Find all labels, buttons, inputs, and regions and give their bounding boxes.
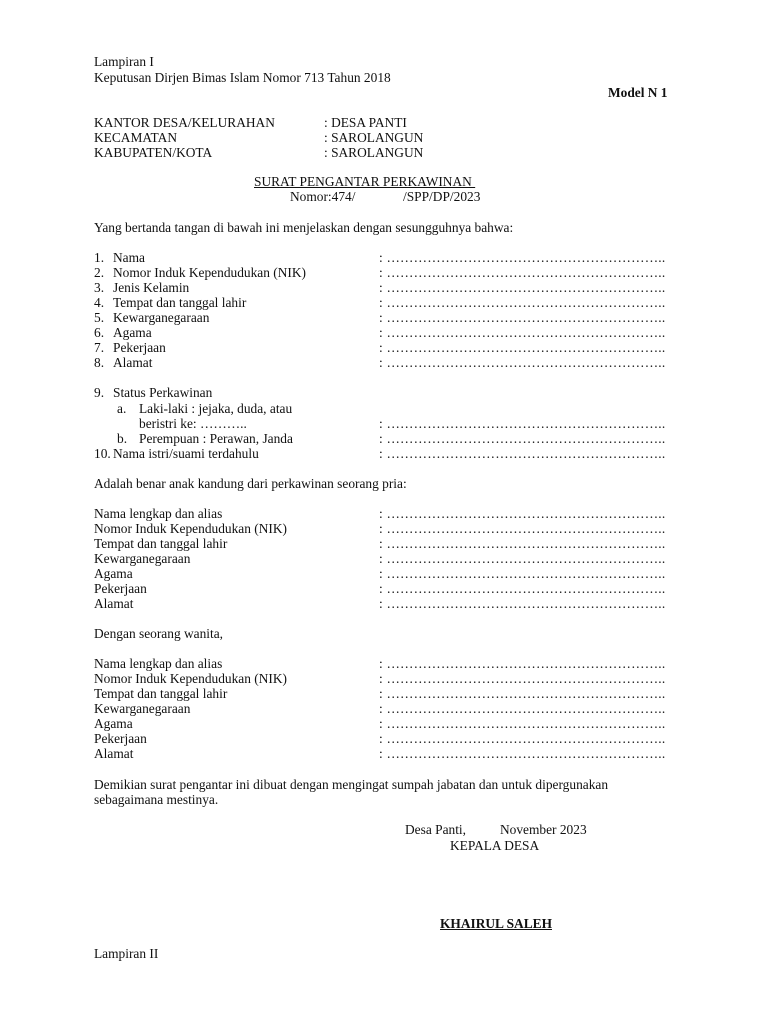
father-label: Alamat [94,596,134,611]
item-label: Tempat dan tanggal lahir [113,295,247,310]
dots-line: : …………………………………………………….. [379,731,666,746]
father-row [0,566,768,581]
mother-row [0,731,768,746]
item-number: 2. [94,265,105,280]
signature-place: Desa Panti, [405,822,466,837]
dots-line: : …………………………………………………….. [379,431,666,446]
signature-date: November 2023 [500,822,587,837]
sub-letter: a. [117,401,127,416]
dots-line: : …………………………………………………….. [379,746,666,761]
father-row [0,551,768,566]
father-row [0,536,768,551]
item-label: Nama istri/suami terdahulu [113,446,259,461]
father-label: Agama [94,566,133,581]
dots-line: : …………………………………………………….. [379,671,666,686]
office-label: KABUPATEN/KOTA [94,145,213,160]
father-label: Nomor Induk Kependudukan (NIK) [94,521,288,536]
office-value: : SAROLANGUN [324,145,424,160]
field-row-pekerjaan [0,340,768,355]
status-b-row [0,431,768,446]
status-a-row-2 [0,416,768,431]
field-row-nama [0,250,768,265]
office-value: : SAROLANGUN [324,130,424,145]
field-row-pasangan-terdahulu [0,446,768,461]
father-label: Nama lengkap dan alias [94,506,223,521]
mother-label: Alamat [94,746,134,761]
dots-line: : …………………………………………………….. [379,716,666,731]
dots-line: : …………………………………………………….. [379,581,666,596]
mother-label: Nomor Induk Kependudukan (NIK) [94,671,288,686]
model-label: Model N 1 [608,85,668,100]
signatory-name: KHAIRUL SALEH [440,916,552,931]
dots-line: : …………………………………………………….. [379,686,666,701]
dots-line: : …………………………………………………….. [379,310,666,325]
mother-row [0,671,768,686]
dots-line: : …………………………………………………….. [379,506,666,521]
item-label: Alamat [113,355,153,370]
field-row-agama [0,325,768,340]
office-value: : DESA PANTI [324,115,407,130]
field-row-alamat [0,355,768,370]
sub-label: beristri ke: ……….. [139,416,247,431]
dots-line: : …………………………………………………….. [379,701,666,716]
dots-line: : …………………………………………………….. [379,325,666,340]
item-number: 7. [94,340,105,355]
item-label: Nama [113,250,145,265]
father-row [0,521,768,536]
office-row-kantor [0,115,768,130]
mother-label: Kewarganegaraan [94,701,191,716]
dots-line: : …………………………………………………….. [379,250,666,265]
dots-line: : …………………………………………………….. [379,355,666,370]
mother-row [0,701,768,716]
dots-line: : …………………………………………………….. [379,551,666,566]
mother-row [0,746,768,761]
nomor-suffix: /SPP/DP/2023 [403,189,481,204]
office-row-kecamatan [0,130,768,145]
item-number: 1. [94,250,105,265]
nomor-prefix: Nomor:474/ [290,189,356,204]
item-label: Status Perkawinan [113,385,213,400]
field-row-jenis-kelamin [0,280,768,295]
mother-label: Tempat dan tanggal lahir [94,686,228,701]
item-number: 6. [94,325,105,340]
dots-line: : …………………………………………………….. [379,280,666,295]
mother-intro: Dengan seorang wanita, [94,626,224,641]
dots-line: : …………………………………………………….. [379,566,666,581]
item-label: Jenis Kelamin [113,280,190,295]
father-label: Tempat dan tanggal lahir [94,536,228,551]
father-row [0,581,768,596]
office-label: KANTOR DESA/KELURAHAN [94,115,275,130]
mother-row [0,686,768,701]
lampiran-2-label: Lampiran II [94,946,159,961]
sub-letter: b. [117,431,128,446]
closing-line-2: sebagaimana mestinya. [94,792,219,807]
office-row-kabupaten [0,145,768,160]
dots-line: : …………………………………………………….. [379,295,666,310]
item-number: 10. [94,446,111,461]
mother-label: Agama [94,716,133,731]
dots-line: : …………………………………………………….. [379,656,666,671]
keputusan-label: Keputusan Dirjen Bimas Islam Nomor 713 Tahun 2018 [94,70,391,85]
item-number: 3. [94,280,105,295]
mother-label: Pekerjaan [94,731,147,746]
lampiran-label: Lampiran I [94,54,154,69]
item-number: 8. [94,355,105,370]
father-intro: Adalah benar anak kandung dari perkawinan seorang pria: [94,476,407,491]
item-label: Nomor Induk Kependudukan (NIK) [113,265,307,280]
item-number: 4. [94,295,105,310]
item-label: Kewarganegaraan [113,310,210,325]
father-label: Pekerjaan [94,581,147,596]
item-number: 5. [94,310,105,325]
mother-row [0,716,768,731]
item-label: Agama [113,325,152,340]
field-row-tempat-lahir [0,295,768,310]
field-row-nik [0,265,768,280]
father-label: Kewarganegaraan [94,551,191,566]
dots-line: : …………………………………………………….. [379,340,666,355]
office-label: KECAMATAN [94,130,177,145]
signature-title: KEPALA DESA [450,838,540,853]
intro-text: Yang bertanda tangan di bawah ini menjelaskan dengan sesungguhnya bahwa: [94,220,514,235]
dots-line: : …………………………………………………….. [379,596,666,611]
mother-row [0,656,768,671]
status-a-row [0,401,768,416]
father-row [0,596,768,611]
sub-label: Laki-laki : jejaka, duda, atau [139,401,293,416]
closing-line-1: Demikian surat pengantar ini dibuat dengan mengingat sumpah jabatan dan untuk dipergunakan [94,777,609,792]
document-title: SURAT PENGANTAR PERKAWINAN [254,174,476,189]
field-row-kewarganegaraan [0,310,768,325]
mother-label: Nama lengkap dan alias [94,656,223,671]
dots-line: : …………………………………………………….. [379,521,666,536]
dots-line: : …………………………………………………….. [379,265,666,280]
father-row [0,506,768,521]
status-heading-row [0,385,768,400]
dots-line: : …………………………………………………….. [379,446,666,461]
dots-line: : …………………………………………………….. [379,536,666,551]
item-label: Pekerjaan [113,340,166,355]
dots-line: : …………………………………………………….. [379,416,666,431]
item-number: 9. [94,385,105,400]
sub-label: Perempuan : Perawan, Janda [139,431,293,446]
